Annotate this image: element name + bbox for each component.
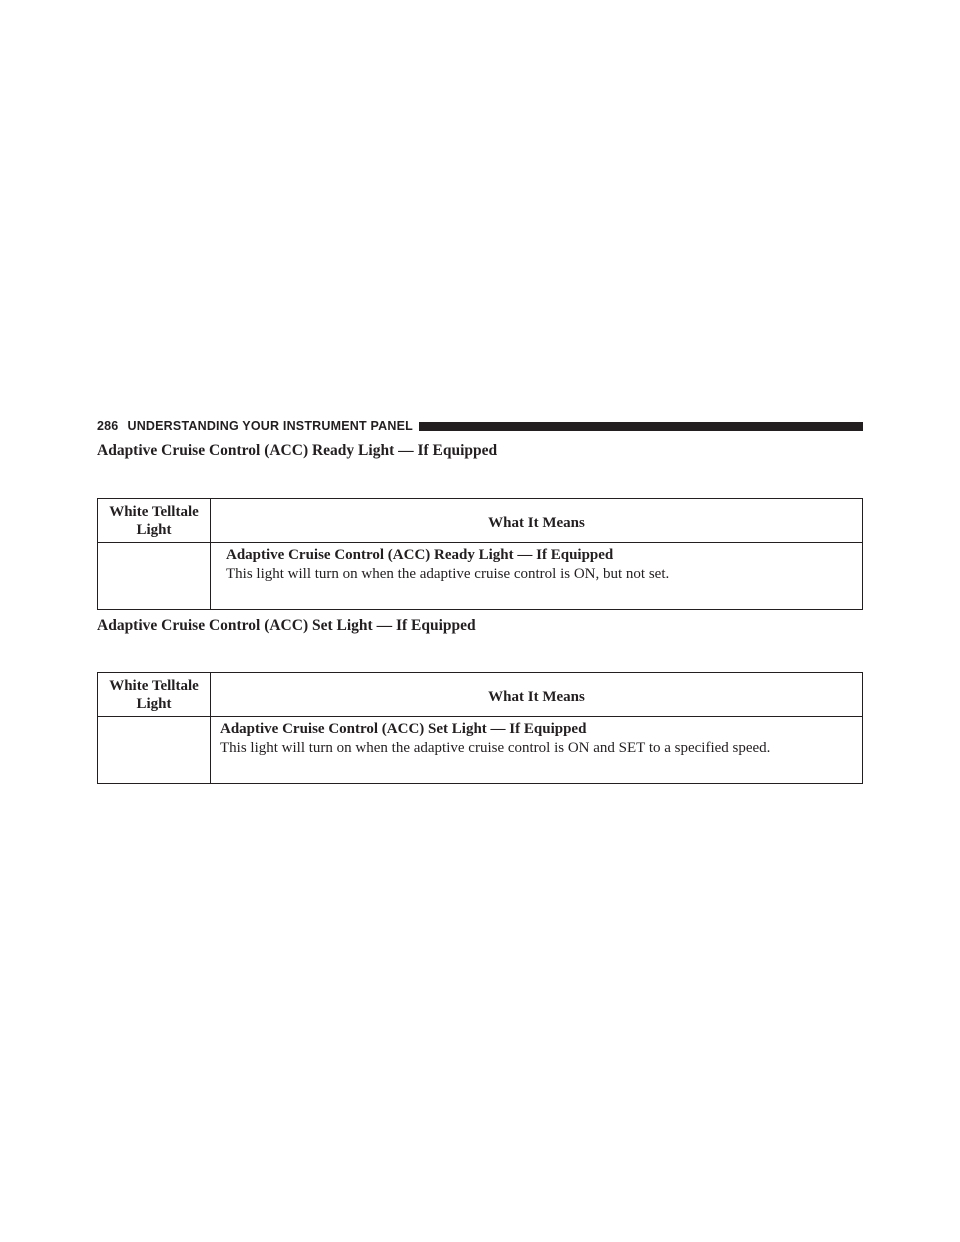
acc-ready-table <box>97 498 863 610</box>
meaning-header-cell <box>211 499 863 543</box>
page-header <box>97 418 863 434</box>
section-title: UNDERSTANDING YOUR INSTRUMENT PANEL <box>127 419 413 433</box>
acc-ready-icon-cell <box>98 543 211 610</box>
meaning-header-cell <box>211 673 863 717</box>
acc-set-row-title: Adaptive Cruise Control (ACC) Set Light — If Equipped <box>220 721 587 737</box>
table-row <box>98 717 863 784</box>
telltale-header-cell <box>98 673 211 717</box>
acc-set-table <box>97 672 863 784</box>
table-row <box>98 543 863 610</box>
acc-ready-row-text: This light will turn on when the adaptive cruise control is ON, but not set. <box>226 566 670 582</box>
acc-set-icon-cell <box>98 717 211 784</box>
acc-ready-heading: Adaptive Cruise Control (ACC) Ready Light — If Equipped <box>97 442 498 459</box>
telltale-header-label: White Telltale Light <box>109 678 199 712</box>
acc-set-description-cell <box>211 717 863 784</box>
meaning-header-label: What It Means <box>488 688 585 705</box>
meaning-header-label: What It Means <box>488 514 585 531</box>
acc-ready-description-cell <box>211 543 863 610</box>
table-header-row <box>98 673 863 717</box>
acc-set-heading: Adaptive Cruise Control (ACC) Set Light — If Equipped <box>97 617 476 634</box>
table-header-row <box>98 499 863 543</box>
page-number: 286 <box>97 419 119 433</box>
telltale-header-cell <box>98 499 211 543</box>
acc-ready-row-title: Adaptive Cruise Control (ACC) Ready Light — If Equipped <box>226 547 614 563</box>
telltale-header-label: White Telltale Light <box>109 504 199 538</box>
acc-set-row-text: This light will turn on when the adaptive cruise control is ON and SET to a specified speed. <box>220 740 771 756</box>
header-rule <box>419 422 863 431</box>
